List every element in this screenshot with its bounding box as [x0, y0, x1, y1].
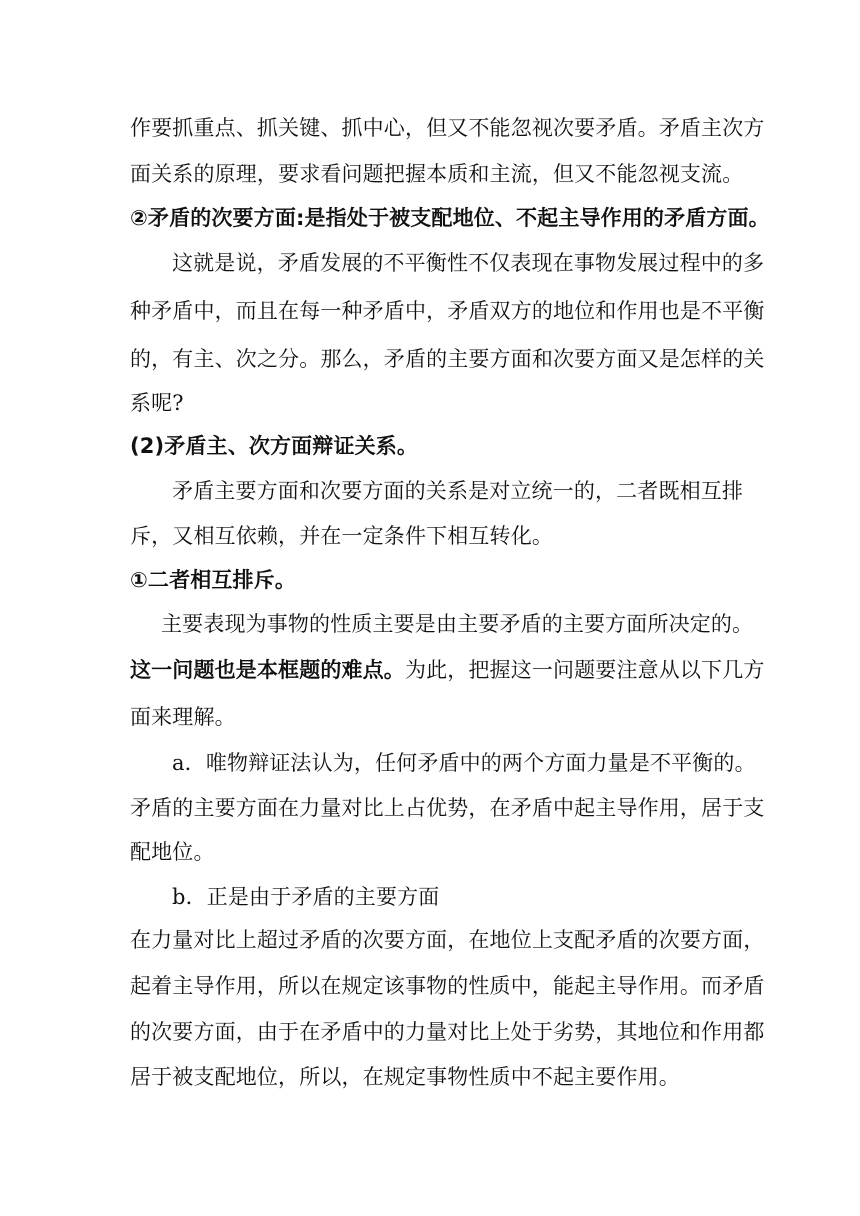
difficulty-note: 这一问题也是本框题的难点。: [130, 658, 405, 682]
text-line: 主要表现为事物的性质主要是由主要矛盾的主要方面所决定的。: [161, 612, 754, 636]
text-line: 在力量对比上超过矛盾的次要方面，在地位上支配矛盾的次要方面，: [130, 928, 765, 952]
text-line: a．唯物辩证法认为，任何矛盾中的两个方面力量是不平衡的。: [172, 751, 756, 775]
text-line: 面关系的原理，要求看问题把握本质和主流，但又不能忽视支流。: [130, 162, 744, 186]
text-line: 矛盾的主要方面在力量对比上占优势，在矛盾中起主导作用，居于支: [130, 796, 765, 820]
text-line: 起着主导作用，所以在规定该事物的性质中，能起主导作用。而矛盾: [130, 974, 765, 998]
text-line-mixed: [130, 656, 765, 684]
text-line: 配地位。: [130, 840, 215, 864]
text-line: 作要抓重点、抓关键、抓中心，但又不能忽视次要矛盾。矛盾主次方: [130, 116, 765, 140]
text-line: 面来理解。: [130, 705, 236, 729]
text-line: 的，有主、次之分。那么，矛盾的主要方面和次要方面又是怎样的关: [130, 347, 765, 371]
heading-dialectical-relation: (2)矛盾主、次方面辩证关系。: [130, 434, 419, 458]
text-line: 种矛盾中，而且在每一种矛盾中，矛盾双方的地位和作用也是不平衡: [130, 299, 765, 323]
text-line: b．正是由于矛盾的主要方面: [172, 885, 440, 909]
text-line: 这就是说，矛盾发展的不平衡性不仅表现在事物发展过程中的多: [172, 251, 765, 275]
text-line: 斥，又相互依赖，并在一定条件下相互转化。: [130, 524, 553, 548]
heading-secondary-aspect: ②矛盾的次要方面:是指处于被支配地位、不起主导作用的矛盾方面。: [130, 206, 770, 230]
text-span: 为此，把握这一问题要注意从以下几方: [404, 658, 765, 682]
heading-mutual-exclusion: ①二者相互排斥。: [130, 568, 296, 592]
text-line: 居于被支配地位，所以，在规定事物性质中不起主要作用。: [130, 1065, 680, 1089]
text-line: 的次要方面，由于在矛盾中的力量对比上处于劣势，其地位和作用都: [130, 1020, 765, 1044]
text-line: 矛盾主要方面和次要方面的关系是对立统一的，二者既相互排: [172, 479, 744, 503]
text-line: 系呢?: [130, 391, 184, 415]
